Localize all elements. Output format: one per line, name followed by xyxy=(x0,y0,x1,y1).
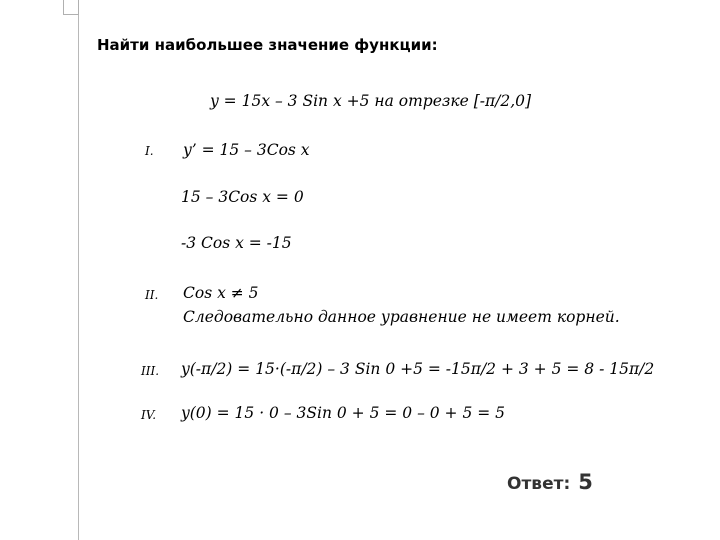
answer-label: Ответ: xyxy=(507,474,571,494)
answer-value: 5 xyxy=(578,470,593,494)
problem-statement: y = 15x – 3 Sin x +5 на отрезке [-π/2,0] xyxy=(210,92,532,110)
page-title: Найти наибольшее значение функции: xyxy=(97,36,438,54)
step-1-simplified: -3 Cos x = -15 xyxy=(181,234,292,252)
step-3-numeral: III. xyxy=(141,364,160,378)
step-2-inequality: Cos x ≠ 5 xyxy=(183,284,259,302)
step-2-conclusion: Следовательно данное уравнение не имеет корней. xyxy=(183,308,620,326)
answer xyxy=(507,470,593,494)
step-1-numeral: I. xyxy=(145,144,154,158)
slide-corner-tab xyxy=(63,0,79,15)
step-4-numeral: IV. xyxy=(141,408,157,422)
step-1-equation: 15 – 3Cos x = 0 xyxy=(181,188,304,206)
slide-left-border xyxy=(78,0,79,540)
step-1-derivative: y’ = 15 – 3Cos x xyxy=(183,141,310,159)
step-3-value-left: y(-π/2) = 15·(-π/2) – 3 Sin 0 +5 = -15π/2 + 3 + 5 = 8 - 15π/2 xyxy=(181,360,655,378)
step-4-value-right: y(0) = 15 · 0 – 3Sin 0 + 5 = 0 – 0 + 5 = 5 xyxy=(181,404,506,422)
step-2-numeral: II. xyxy=(145,288,159,302)
